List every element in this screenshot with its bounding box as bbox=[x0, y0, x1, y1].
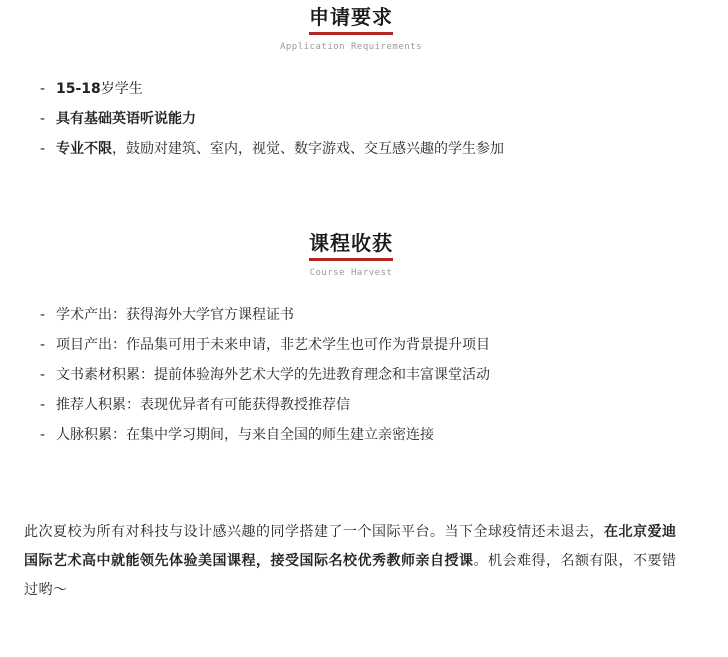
dash-marker: - bbox=[40, 81, 46, 97]
harvest-header bbox=[0, 230, 702, 279]
dash-marker: - bbox=[40, 397, 46, 413]
list-item: - 15-18岁学生 bbox=[40, 74, 504, 104]
intro-paragraph: 此次夏校为所有对科技与设计感兴趣的同学搭建了一个国际平台。当下全球疫情还未退去，在北京爱迪国际艺术高中就能领先体验美国课程，接受国际名校优秀教师亲自授课。机会难得，名额有限，不要错过哟～ bbox=[24, 524, 677, 598]
list-item: - 具有基础英语听说能力 bbox=[40, 104, 504, 134]
requirements-subtitle: Application Requirements bbox=[279, 42, 423, 52]
list-item: - 文书素材积累：提前体验海外艺术大学的先进教育理念和丰富课堂活动 bbox=[40, 360, 490, 390]
harvest-subtitle: Course Harvest bbox=[309, 268, 393, 278]
list-item: - 项目产出：作品集可用于未来申请，非艺术学生也可作为背景提升项目 bbox=[40, 330, 490, 360]
requirements-header bbox=[0, 4, 702, 53]
dash-marker: - bbox=[40, 307, 46, 323]
dash-marker: - bbox=[40, 427, 46, 443]
list-item: - 学术产出：获得海外大学官方课程证书 bbox=[40, 300, 490, 330]
requirements-list bbox=[40, 74, 504, 164]
list-item: - 人脉积累：在集中学习期间，与来自全国的师生建立亲密连接 bbox=[40, 420, 490, 450]
harvest-list bbox=[40, 300, 490, 450]
dash-marker: - bbox=[40, 111, 46, 127]
dash-marker: - bbox=[40, 141, 46, 157]
dash-marker: - bbox=[40, 337, 46, 353]
list-item: - 推荐人积累：表现优异者有可能获得教授推荐信 bbox=[40, 390, 490, 420]
list-item: - 专业不限，鼓励对建筑、室内，视觉、数字游戏、交互感兴趣的学生参加 bbox=[40, 134, 504, 164]
requirements-title: 申请要求 bbox=[309, 4, 393, 35]
dash-marker: - bbox=[40, 367, 46, 383]
harvest-title: 课程收获 bbox=[309, 230, 393, 261]
